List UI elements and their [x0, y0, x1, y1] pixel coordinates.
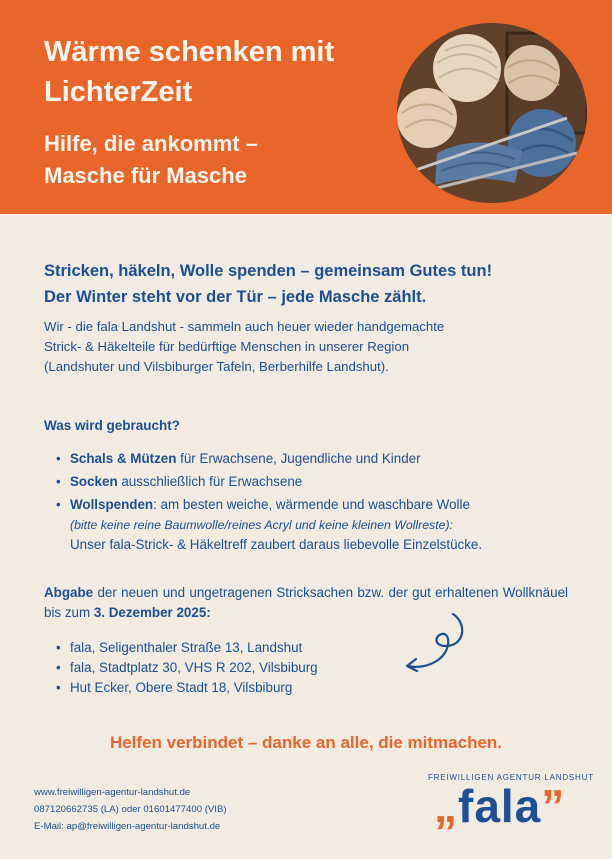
- lead-line-2: Der Winter steht vor der Tür – jede Masche zählt.: [44, 288, 427, 306]
- address-list: [44, 638, 318, 698]
- item-text: ausschließlich für Erwachsene: [117, 474, 303, 489]
- lead-text: [44, 258, 584, 310]
- item-note: (bitte keine reine Baumwolle/reines Acryl und keine kleinen Wollreste):: [70, 518, 453, 532]
- item-bold: Wollspenden: [70, 497, 154, 512]
- title-line-1: Wärme schenken mit: [44, 36, 335, 68]
- intro-line-1: Wir - die fala Landshut - sammeln auch heuer wieder handgemachte: [44, 319, 445, 334]
- fala-logo: [434, 780, 566, 832]
- title-line-2: LichterZeit: [44, 76, 193, 108]
- bullet-icon: •: [56, 680, 61, 695]
- subtitle-line-2: Masche für Masche: [44, 163, 247, 188]
- bullet-icon: •: [56, 474, 61, 489]
- list-item: [44, 638, 318, 658]
- needed-list: [44, 449, 584, 558]
- logo-close-quote: ”: [541, 780, 566, 832]
- item-text: : am besten weiche, wärmende und waschbare Wolle: [153, 497, 470, 512]
- address-text: fala, Stadtplatz 30, VHS R 202, Vilsbiburg: [70, 660, 318, 675]
- item-text: für Erwachsene, Jugendliche und Kinder: [176, 451, 421, 466]
- page-subtitle: [44, 128, 344, 192]
- bullet-icon: •: [56, 640, 61, 655]
- bullet-icon: •: [56, 497, 61, 512]
- yarn-knitting-photo: [397, 23, 587, 203]
- page-title: [44, 32, 404, 112]
- subtitle-line-1: Hilfe, die ankommt –: [44, 131, 258, 156]
- list-item: [44, 495, 584, 555]
- email-address[interactable]: E-Mail: ap@freiwilligen-agentur-landshut.de: [34, 821, 221, 832]
- needed-heading: Was wird gebraucht?: [44, 418, 181, 433]
- item-bold: Schals & Mützen: [70, 451, 177, 466]
- intro-line-2: Strick- & Häkelteile für bedürftige Menschen in unserer Region: [44, 339, 410, 354]
- logo-word: fala: [458, 780, 542, 832]
- logo-open-quote: „: [434, 780, 458, 832]
- curved-arrow-icon: [398, 610, 470, 680]
- list-item: [44, 678, 318, 698]
- item-extra: Unser fala-Strick- & Häkeltreff zaubert daraus liebevolle Einzelstücke.: [70, 537, 483, 552]
- logo-tagline: FREIWILLIGEN AGENTUR LANDSHUT: [428, 773, 594, 782]
- intro-line-3: (Landshuter und Vilsbiburger Tafeln, Berberhilfe Landshut).: [44, 359, 389, 374]
- bullet-icon: •: [56, 660, 61, 675]
- item-bold: Socken: [70, 474, 118, 489]
- list-item: [44, 658, 318, 678]
- list-item: [44, 472, 584, 492]
- drop-off-paragraph: [44, 583, 568, 623]
- lead-line-1: Stricken, häkeln, Wolle spenden – gemeinsam Gutes tun!: [44, 262, 493, 280]
- header-banner: [0, 0, 612, 214]
- website-link[interactable]: www.freiwilligen-agentur-landshut.de: [34, 787, 191, 798]
- abgabe-text: der neuen und ungetragenen Stricksachen bzw. der gut erhaltenen Wollknäuel bis zum: [44, 585, 568, 620]
- contact-info: [34, 784, 227, 835]
- bullet-icon: •: [56, 451, 61, 466]
- intro-paragraph: [44, 317, 584, 377]
- deadline-date: 3. Dezember 2025:: [93, 605, 211, 620]
- phone-numbers: 087120662735 (LA) oder 01601477400 (VIB): [34, 804, 227, 815]
- closing-slogan: Helfen verbindet – danke an alle, die mitmachen.: [109, 733, 503, 752]
- address-text: fala, Seligenthaler Straße 13, Landshut: [70, 640, 303, 655]
- abgabe-bold: Abgabe: [44, 585, 94, 600]
- address-text: Hut Ecker, Obere Stadt 18, Vilsbiburg: [70, 680, 293, 695]
- list-item: [44, 449, 584, 469]
